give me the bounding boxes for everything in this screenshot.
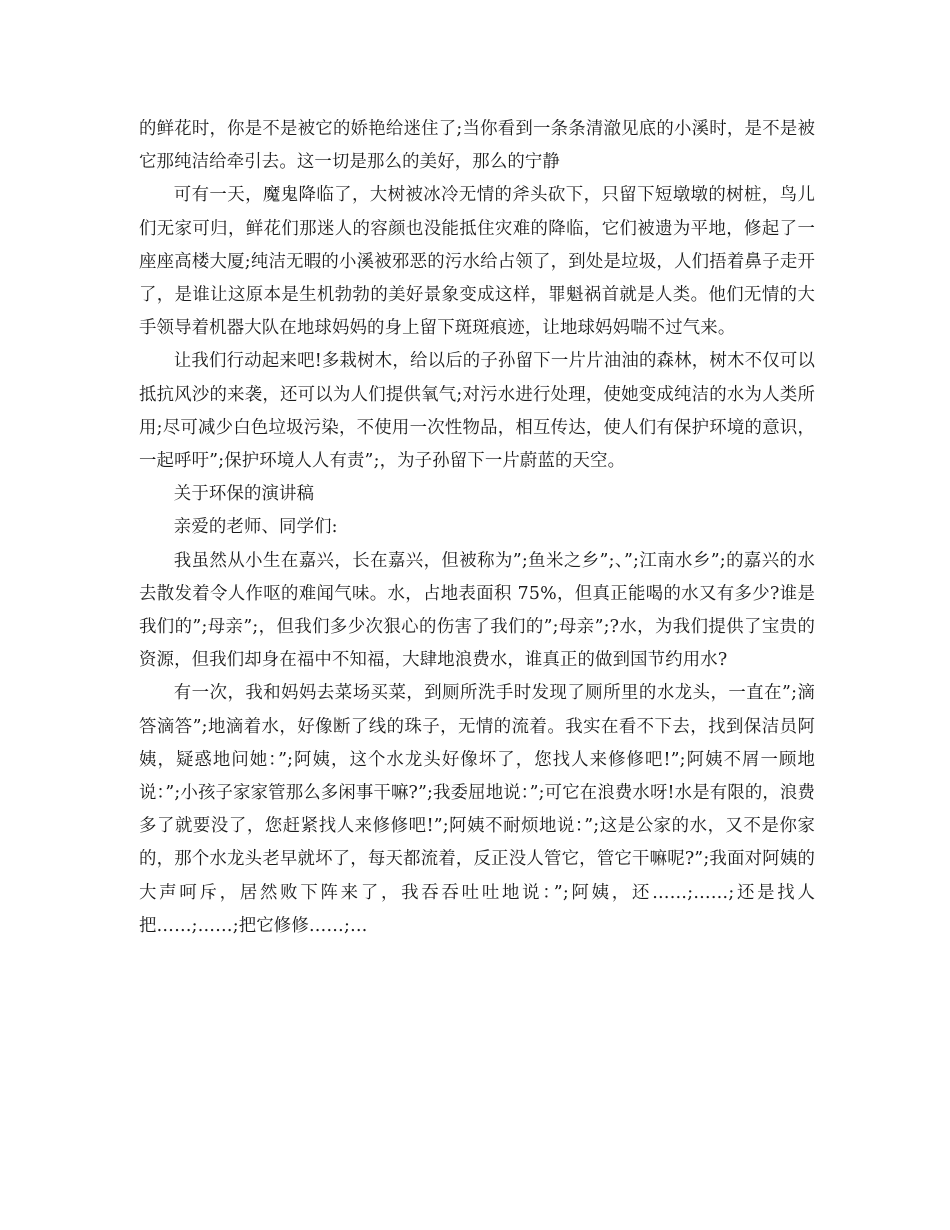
paragraph-jiaxing-water: 我虽然从小生在嘉兴，长在嘉兴，但被称为”;鱼米之乡”;、”;江南水乡”;的嘉兴的水去散发着令人作呕的难闻气味。水，占地表面积 75%，但真正能喝的水又有多少?谁是我们的”;母亲”;，但我们多少次狠心的伤害了我们的”;母亲”;?水，为我们提供了宝贵的资源，但我们却身在福中不知福，大肆地浪费水，谁真正的做到国节约用水?	[139, 550, 815, 671]
paragraph-destruction: 可有一天，魔鬼降临了，大树被冰冷无情的斧头砍下，只留下短墩墩的树桩，鸟儿们无家可归，鲜花们那迷人的容颜也没能抵住灾难的降临，它们被遗为平地，修起了一座座高楼大厦;纯洁无暇的小溪被邪恶的污水给占领了，到处是垃圾，人们捂着鼻子走开了，是谁让这原本是生机勃勃的美好景象变成这样，罪魁祸首就是人类。他们无情的大手领导着机器大队在地球妈妈的身上留下斑斑痕迹，让地球妈妈喘不过气来。	[139, 185, 815, 339]
salutation: 亲爱的老师、同学们:	[173, 517, 338, 538]
document-body	[139, 113, 815, 943]
section-title: 关于环保的演讲稿	[173, 484, 315, 505]
paragraph-continuation: 的鲜花时，你是不是被它的娇艳给迷住了;当你看到一条条清澈见底的小溪时，是不是被它那纯洁给牵引去。这一切是那么的美好，那么的宁静	[139, 119, 815, 173]
paragraph-faucet-story: 有一次，我和妈妈去菜场买菜，到厕所洗手时发现了厕所里的水龙头，一直在”;滴答滴答”;地滴着水，好像断了线的珠子，无情的流着。我实在看不下去，找到保洁员阿姨，疑惑地问她：”;阿姨，这个水龙头好像坏了，您找人来修修吧!”;阿姨不屑一顾地说：”;小孩子家家管那么多闲事干嘛?”;我委屈地说：”;可它在浪费水呀!水是有限的，浪费多了就要没了，您赶紧找人来修修吧!”;阿姨不耐烦地说：”;这是公家的水，又不是你家的，那个水龙头老早就坏了，每天都流着，反正没人管它，管它干嘛呢?”;我面对阿姨的大声呵斥，居然败下阵来了，我吞吞吐吐地说：”;阿姨，还……;……;还是找人把……;……;把它修修……;…	[139, 683, 815, 936]
paragraph-call-to-action: 让我们行动起来吧!多栽树木，给以后的子孙留下一片片油油的森林，树木不仅可以抵抗风沙的来袭，还可以为人们提供氧气;对污水进行处理，使她变成纯洁的水为人类所用;尽可减少白色垃圾污染，不使用一次性物品，相互传达，使人们有保护环境的意识，一起呼吁”;保护环境人人有责”;，为子孙留下一片蔚蓝的天空。	[139, 351, 815, 472]
